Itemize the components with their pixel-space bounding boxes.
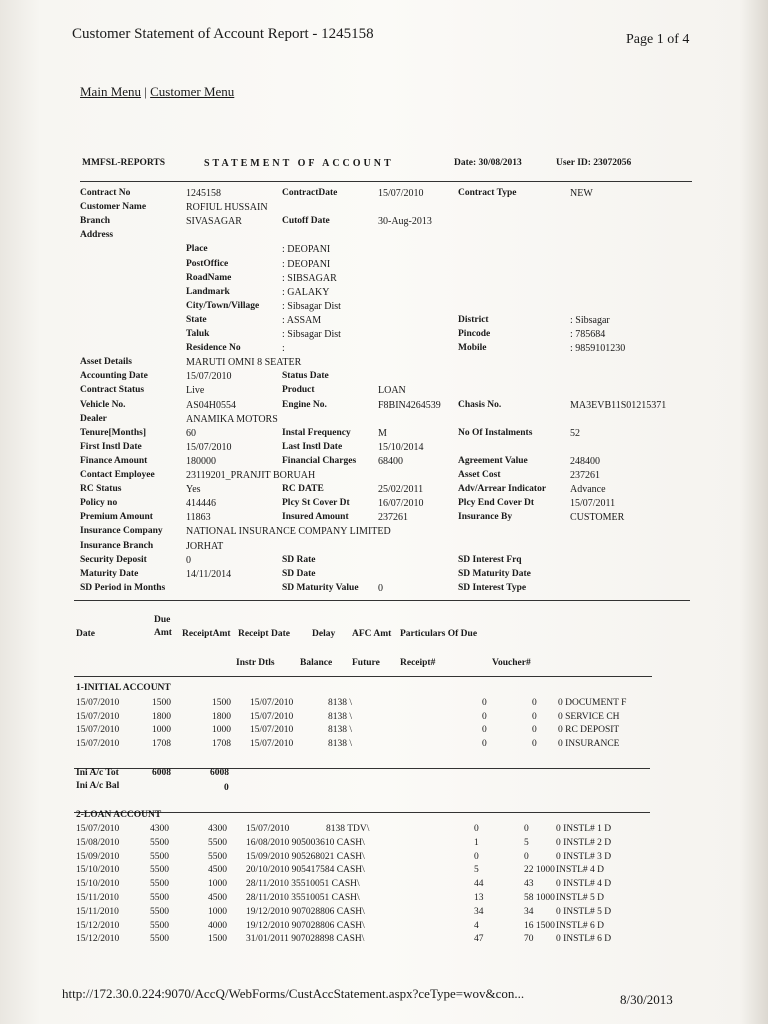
detail-label: Insured Amount bbox=[282, 512, 349, 522]
page-title: Customer Statement of Account Report - 1245158 bbox=[72, 26, 374, 42]
cell-receipt: 4500 bbox=[208, 893, 227, 903]
cell-delay: 44 bbox=[474, 879, 484, 890]
cell-due: 5500 bbox=[150, 934, 169, 945]
address-label: Landmark bbox=[186, 287, 230, 297]
detail-label: SD Interest Frq bbox=[458, 555, 522, 565]
cell-afc: 43 bbox=[524, 879, 534, 890]
detail-value: 68400 bbox=[378, 456, 403, 467]
detail-label: SD Maturity Date bbox=[458, 569, 531, 579]
balance-value: 0 bbox=[224, 783, 229, 793]
detail-label: Plcy End Cover Dt bbox=[458, 498, 535, 508]
detail-value: 14/11/2014 bbox=[186, 569, 232, 580]
cell-receipt-date: 15/07/2010 bbox=[250, 698, 294, 708]
detail-label: Finance Amount bbox=[80, 456, 148, 466]
cell-date: 15/12/2010 bbox=[76, 934, 120, 945]
cell-afc: 22 1000 bbox=[524, 865, 555, 876]
cell-due: 5500 bbox=[150, 893, 169, 903]
total-label: Ini A/c Tot bbox=[76, 768, 119, 778]
detail-label: Insurance Branch bbox=[80, 541, 154, 551]
detail-label: Asset Cost bbox=[458, 470, 501, 480]
detail-label: Instal Frequency bbox=[282, 428, 351, 438]
cell-particulars: 0 SERVICE CH bbox=[558, 711, 620, 722]
detail-value: 414446 bbox=[186, 498, 216, 509]
detail-value: LOAN bbox=[378, 385, 406, 396]
detail-label: First Instl Date bbox=[80, 442, 142, 452]
cell-due: 5500 bbox=[150, 865, 169, 876]
cell-afc: 34 bbox=[524, 906, 534, 917]
cell-due: 1708 bbox=[152, 738, 171, 749]
cell-receipt: 1800 bbox=[212, 711, 231, 722]
cell-receipt-detail: 20/10/2010 905417584 CASH\ bbox=[246, 865, 365, 876]
detail-value: M bbox=[378, 428, 387, 439]
cell-instr: 8138 \ bbox=[328, 698, 353, 708]
cell-particulars: 0 INSTL# 2 D bbox=[556, 837, 612, 848]
detail-value: F8BIN4264539 bbox=[378, 400, 441, 411]
cell-particulars: INSTL# 4 D bbox=[556, 865, 605, 876]
cell-delay: 34 bbox=[474, 906, 484, 917]
cell-date: 15/07/2010 bbox=[76, 824, 120, 834]
detail-value: 15/07/2010 bbox=[186, 371, 232, 382]
cell-receipt-date: 15/07/2010 bbox=[250, 711, 294, 722]
report-date: Date: 30/08/2013 bbox=[454, 158, 522, 168]
detail-value: Live bbox=[186, 385, 205, 396]
detail-value: NEW bbox=[570, 188, 593, 199]
detail-value: MARUTI OMNI 8 SEATER bbox=[186, 357, 302, 368]
cell-instr: 8138 \ bbox=[328, 725, 353, 735]
cell-receipt-detail: 15/09/2010 905268021 CASH\ bbox=[246, 851, 365, 862]
cell-receipt-date: 15/07/2010 bbox=[250, 725, 294, 735]
cell-receipt-detail: 16/08/2010 905003610 CASH\ bbox=[246, 837, 365, 848]
cell-particulars: 0 RC DEPOSIT bbox=[558, 725, 620, 735]
detail-value: JORHAT bbox=[186, 541, 224, 552]
detail-value: NATIONAL INSURANCE COMPANY LIMITED bbox=[186, 526, 391, 537]
cell-afc: 0 bbox=[532, 738, 537, 749]
detail-label: RC DATE bbox=[282, 484, 324, 494]
column-header: Receipt# bbox=[400, 658, 436, 668]
cell-date: 15/11/2010 bbox=[76, 893, 119, 903]
detail-value: 15/10/2014 bbox=[378, 442, 424, 453]
cell-receipt: 4500 bbox=[208, 865, 227, 876]
detail-label: RC Status bbox=[80, 484, 122, 494]
detail-label: SD Maturity Value bbox=[282, 583, 359, 593]
detail-label: Accounting Date bbox=[80, 371, 148, 381]
address-label: Place bbox=[186, 244, 208, 254]
address-value: : bbox=[282, 343, 285, 354]
detail-value: 30-Aug-2013 bbox=[378, 216, 432, 227]
detail-value: 248400 bbox=[570, 456, 600, 467]
cell-particulars: 0 INSTL# 5 D bbox=[556, 906, 612, 917]
column-header: ReceiptAmt bbox=[182, 629, 231, 639]
detail-value: 52 bbox=[570, 428, 580, 439]
cell-due: 5500 bbox=[150, 879, 169, 890]
cell-particulars: INSTL# 6 D bbox=[556, 920, 605, 931]
column-header: Receipt Date bbox=[238, 629, 290, 639]
cell-receipt: 1708 bbox=[212, 738, 231, 749]
cell-afc: 70 bbox=[524, 934, 534, 945]
cell-receipt: 1000 bbox=[208, 906, 227, 917]
detail-value: 0 bbox=[378, 583, 383, 594]
detail-value: MA3EVB11S01215371 bbox=[570, 400, 667, 411]
detail-label: Premium Amount bbox=[80, 512, 153, 522]
cell-receipt: 1000 bbox=[212, 725, 231, 735]
cell-receipt: 5500 bbox=[208, 851, 227, 862]
address-label: Residence No bbox=[186, 343, 241, 353]
address-value: : Sibsagar Dist bbox=[282, 329, 341, 340]
cell-afc: 0 bbox=[532, 698, 537, 708]
address-label: City/Town/Village bbox=[186, 301, 260, 311]
cell-receipt-detail: 28/11/2010 35510051 CASH\ bbox=[246, 879, 360, 890]
detail-value: : 9859101230 bbox=[570, 343, 626, 354]
cell-delay: 0 bbox=[474, 824, 479, 834]
cell-receipt-detail: 28/11/2010 35510051 CASH\ bbox=[246, 893, 360, 903]
detail-value: 25/02/2011 bbox=[378, 484, 424, 495]
detail-value: : 785684 bbox=[570, 329, 606, 340]
detail-label: Maturity Date bbox=[80, 569, 139, 579]
detail-value: 0 bbox=[186, 555, 191, 566]
detail-label: Agreement Value bbox=[458, 456, 528, 466]
address-value: : ASSAM bbox=[282, 315, 322, 326]
cell-date: 15/11/2010 bbox=[76, 906, 119, 917]
cell-instr: 8138 \ bbox=[328, 738, 353, 749]
cell-particulars: 0 INSURANCE bbox=[558, 738, 620, 749]
section-title: 1-INITIAL ACCOUNT bbox=[76, 683, 171, 693]
detail-label: Insurance By bbox=[458, 512, 513, 522]
detail-label: Customer Name bbox=[80, 202, 147, 212]
cell-date: 15/09/2010 bbox=[76, 851, 120, 862]
detail-label: Policy no bbox=[80, 498, 118, 508]
detail-label: Contract Status bbox=[80, 385, 145, 395]
detail-label: Cutoff Date bbox=[282, 216, 330, 226]
detail-label: Tenure[Months] bbox=[80, 428, 146, 438]
cell-receipt: 4300 bbox=[208, 824, 227, 834]
detail-label: Financial Charges bbox=[282, 456, 357, 466]
report-source: MMFSL-REPORTS bbox=[82, 158, 166, 168]
cell-receipt: 5500 bbox=[208, 837, 227, 848]
address-value: : DEOPANI bbox=[282, 259, 331, 270]
detail-label: Plcy St Cover Dt bbox=[282, 498, 350, 508]
cell-afc: 58 1000 bbox=[524, 893, 555, 903]
cell-instr: 8138 \ bbox=[328, 711, 353, 722]
detail-label: SD Rate bbox=[282, 555, 316, 565]
cell-instr: 8138 TDV\ bbox=[326, 824, 370, 834]
header-rule bbox=[80, 181, 692, 182]
cell-particulars: 0 DOCUMENT F bbox=[558, 698, 627, 708]
detail-label: Contract Type bbox=[458, 188, 517, 198]
report-heading: STATEMENT OF ACCOUNT bbox=[204, 158, 394, 169]
detail-value: AS04H0554 bbox=[186, 400, 237, 411]
detail-value: 237261 bbox=[570, 470, 600, 481]
cell-particulars: 0 INSTL# 1 D bbox=[556, 824, 612, 834]
cell-receipt-detail: 19/12/2010 907028806 CASH\ bbox=[246, 906, 365, 917]
detail-label: Status Date bbox=[282, 371, 329, 381]
address-label: RoadName bbox=[186, 273, 232, 283]
column-header: Future bbox=[352, 658, 380, 668]
detail-value: 180000 bbox=[186, 456, 216, 467]
detail-value: 1245158 bbox=[186, 188, 221, 199]
detail-label: Pincode bbox=[458, 329, 491, 339]
page-number: Page 1 of 4 bbox=[626, 32, 690, 47]
address-value: : SIBSAGAR bbox=[282, 273, 337, 284]
cell-particulars: 0 INSTL# 3 D bbox=[556, 851, 612, 862]
detail-label: Engine No. bbox=[282, 400, 327, 410]
section-title: 2-LOAN ACCOUNT bbox=[76, 810, 162, 820]
detail-label: Asset Details bbox=[80, 357, 132, 367]
cell-delay: 0 bbox=[482, 711, 487, 722]
detail-value: CUSTOMER bbox=[570, 512, 625, 523]
detail-label: Chasis No. bbox=[458, 400, 502, 410]
header-rule bbox=[74, 676, 652, 677]
balance-label: Ini A/c Bal bbox=[76, 781, 120, 791]
cell-delay: 0 bbox=[474, 851, 479, 862]
detail-value: 15/07/2010 bbox=[378, 188, 424, 199]
address-value: : DEOPANI bbox=[282, 244, 331, 255]
report-user: User ID: 23072056 bbox=[556, 158, 632, 168]
cell-delay: 1 bbox=[474, 837, 479, 848]
detail-label: SD Interest Type bbox=[458, 583, 527, 593]
address-value: : GALAKY bbox=[282, 287, 330, 298]
cell-delay: 5 bbox=[474, 865, 479, 876]
cell-delay: 0 bbox=[482, 725, 487, 735]
customer-menu-link[interactable]: Customer Menu bbox=[150, 84, 235, 99]
menu-separator: | bbox=[141, 84, 151, 99]
cell-particulars: 0 INSTL# 6 D bbox=[556, 934, 612, 945]
cell-particulars: 0 INSTL# 4 D bbox=[556, 879, 612, 890]
cell-afc: 0 bbox=[532, 711, 537, 722]
detail-label: ContractDate bbox=[282, 188, 338, 198]
column-header: Due Amt bbox=[154, 615, 172, 638]
cell-afc: 0 bbox=[524, 851, 529, 862]
cell-delay: 4 bbox=[474, 920, 479, 931]
address-label: State bbox=[186, 315, 207, 325]
detail-value: : Sibsagar bbox=[570, 315, 610, 326]
detail-label: Adv/Arrear Indicator bbox=[458, 484, 547, 494]
detail-value: Yes bbox=[186, 484, 201, 495]
detail-label: Insurance Company bbox=[80, 526, 163, 536]
footer-date: 8/30/2013 bbox=[620, 992, 673, 1007]
cell-date: 15/10/2010 bbox=[76, 865, 120, 876]
detail-label: Vehicle No. bbox=[80, 400, 126, 410]
detail-label: Security Deposit bbox=[80, 555, 147, 565]
detail-label: No Of Instalments bbox=[458, 428, 533, 438]
cell-receipt: 4000 bbox=[208, 920, 227, 931]
cell-due: 5500 bbox=[150, 906, 169, 917]
main-menu-link[interactable]: Main Menu bbox=[80, 84, 142, 99]
address-label: PostOffice bbox=[186, 259, 229, 269]
address-value: : Sibsagar Dist bbox=[282, 301, 341, 312]
column-header: Delay bbox=[312, 629, 336, 639]
cell-date: 15/07/2010 bbox=[76, 698, 120, 708]
cell-delay: 13 bbox=[474, 893, 484, 903]
cell-receipt: 1500 bbox=[212, 698, 231, 708]
column-header: Particulars Of Due bbox=[400, 629, 478, 639]
column-header: Balance bbox=[300, 658, 333, 668]
detail-label: SD Period in Months bbox=[80, 583, 166, 593]
column-header: Instr Dtls bbox=[236, 658, 275, 668]
cell-date: 15/08/2010 bbox=[76, 837, 120, 848]
cell-afc: 0 bbox=[524, 824, 529, 834]
cell-afc: 5 bbox=[524, 837, 529, 848]
cell-due: 5500 bbox=[150, 920, 169, 931]
cell-due: 1500 bbox=[152, 698, 171, 708]
cell-due: 4300 bbox=[150, 824, 169, 834]
detail-value: 11863 bbox=[186, 512, 211, 523]
column-header: AFC Amt bbox=[352, 629, 392, 639]
detail-value: ANAMIKA MOTORS bbox=[186, 414, 278, 425]
detail-label: Mobile bbox=[458, 343, 487, 353]
cell-due: 1800 bbox=[152, 711, 171, 722]
cell-particulars: INSTL# 5 D bbox=[556, 893, 605, 903]
detail-value: Advance bbox=[570, 484, 606, 495]
cell-afc: 16 1500 bbox=[524, 920, 555, 931]
cell-afc: 0 bbox=[532, 725, 537, 735]
detail-value: SIVASAGAR bbox=[186, 216, 242, 227]
cell-receipt-date: 15/07/2010 bbox=[250, 738, 294, 749]
cell-date: 15/07/2010 bbox=[76, 711, 120, 722]
cell-receipt: 1500 bbox=[208, 934, 227, 945]
address-label: Taluk bbox=[186, 329, 210, 339]
detail-label: Last Instl Date bbox=[282, 442, 343, 452]
detail-label: Branch bbox=[80, 216, 111, 226]
cell-date: 15/12/2010 bbox=[76, 920, 120, 931]
cell-date: 15/07/2010 bbox=[76, 738, 120, 749]
cell-receipt-detail: 19/12/2010 907028806 CASH\ bbox=[246, 920, 365, 931]
cell-due: 5500 bbox=[150, 851, 169, 862]
cell-receipt: 1000 bbox=[208, 879, 227, 890]
detail-value: 60 bbox=[186, 428, 196, 439]
cell-delay: 0 bbox=[482, 738, 487, 749]
detail-label: SD Date bbox=[282, 569, 316, 579]
detail-value: 237261 bbox=[378, 512, 408, 523]
cell-receipt-detail: 15/07/2010 bbox=[246, 824, 290, 834]
column-header: Date bbox=[76, 629, 95, 639]
cell-receipt-detail: 31/01/2011 907028898 CASH\ bbox=[246, 934, 365, 945]
cell-due: 1000 bbox=[152, 725, 171, 735]
detail-label: Dealer bbox=[80, 414, 107, 424]
detail-value: 16/07/2010 bbox=[378, 498, 424, 509]
detail-label: District bbox=[458, 315, 489, 325]
cell-date: 15/10/2010 bbox=[76, 879, 120, 890]
total-receipt: 6008 bbox=[210, 768, 229, 778]
cell-delay: 47 bbox=[474, 934, 484, 945]
detail-value: 23119201_PRANJIT BORUAH bbox=[186, 470, 316, 481]
detail-label: Contact Employee bbox=[80, 470, 155, 480]
total-due: 6008 bbox=[152, 768, 171, 778]
column-header: Voucher# bbox=[492, 658, 531, 668]
cell-delay: 0 bbox=[482, 698, 487, 708]
detail-label: Contract No bbox=[80, 188, 131, 198]
detail-value: ROFIUL HUSSAIN bbox=[186, 202, 268, 213]
detail-label: Address bbox=[80, 230, 114, 240]
table-top-rule bbox=[74, 600, 690, 601]
detail-value: 15/07/2010 bbox=[186, 442, 232, 453]
cell-due: 5500 bbox=[150, 837, 169, 848]
menu-links bbox=[80, 84, 234, 100]
detail-value: 15/07/2011 bbox=[570, 498, 616, 509]
footer-url: http://172.30.0.224:9070/AccQ/WebForms/CustAccStatement.aspx?ceType=wov&con... bbox=[62, 986, 525, 1001]
cell-date: 15/07/2010 bbox=[76, 725, 120, 735]
detail-label: Product bbox=[282, 385, 315, 395]
